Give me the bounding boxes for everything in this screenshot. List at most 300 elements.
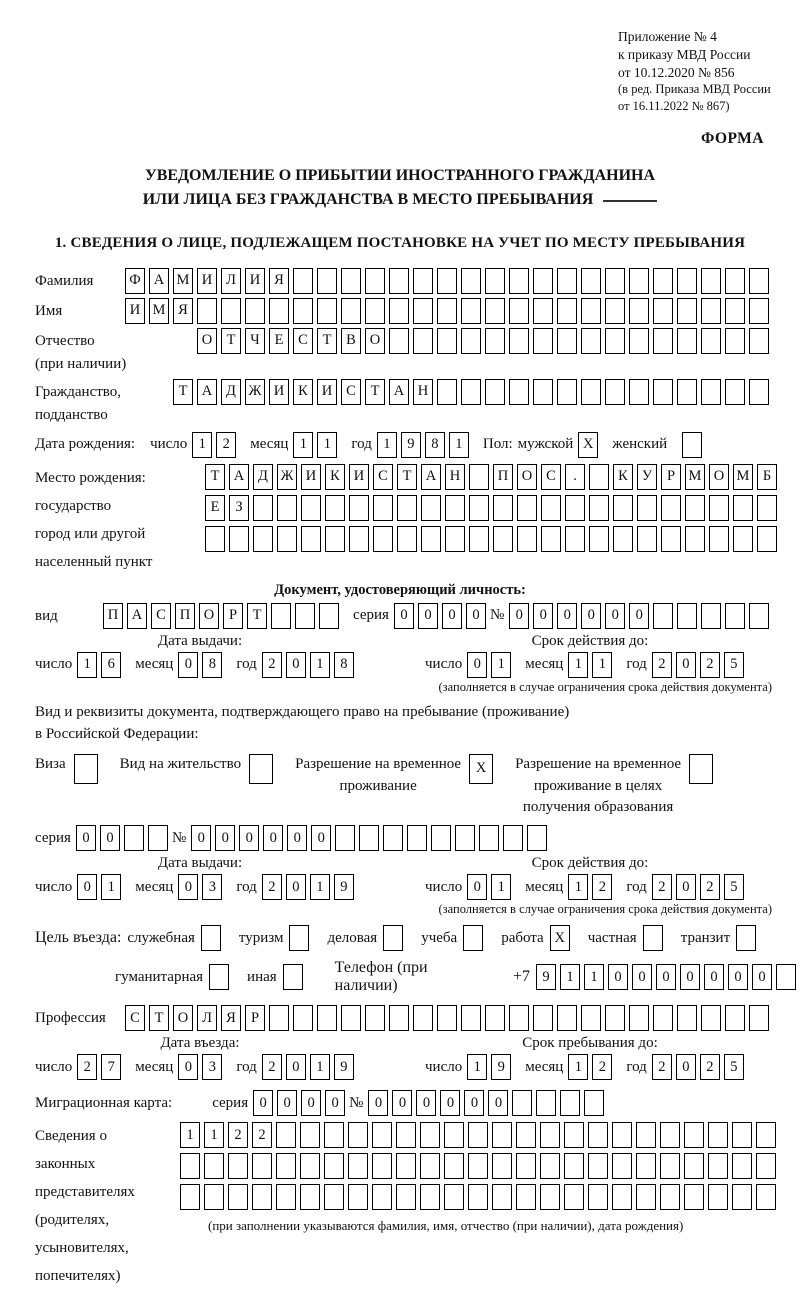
char-cell[interactable] [557,379,577,405]
char-cell[interactable]: 1 [204,1122,224,1148]
char-cell[interactable] [733,526,753,552]
char-cell[interactable]: Т [247,603,267,629]
char-cell[interactable] [485,328,505,354]
char-cell[interactable]: 3 [202,1054,222,1080]
char-cell[interactable] [293,268,313,294]
char-cell[interactable] [335,825,355,851]
char-cell[interactable]: Д [253,464,273,490]
char-cell[interactable]: 2 [216,432,236,458]
char-cell[interactable] [463,925,483,951]
char-cell[interactable] [201,925,221,951]
char-cell[interactable]: С [341,379,361,405]
char-cell[interactable] [420,1184,440,1210]
char-cell[interactable] [349,495,369,521]
char-cell[interactable] [756,1122,776,1148]
char-cell[interactable]: 0 [557,603,577,629]
char-cell[interactable]: С [541,464,561,490]
char-cell[interactable]: 0 [464,1090,484,1116]
char-cell[interactable] [373,495,393,521]
char-cell[interactable] [677,328,697,354]
char-cell[interactable] [317,1005,337,1031]
char-cell[interactable]: 2 [262,1054,282,1080]
char-cell[interactable] [540,1153,560,1179]
char-cell[interactable] [300,1153,320,1179]
char-cell[interactable] [613,495,633,521]
char-cell[interactable] [557,1005,577,1031]
char-cell[interactable] [685,526,705,552]
char-cell[interactable]: 2 [652,874,672,900]
char-cell[interactable]: 5 [724,652,744,678]
char-cell[interactable]: 8 [202,652,222,678]
char-cell[interactable] [605,298,625,324]
char-cell[interactable] [581,298,601,324]
char-cell[interactable]: . [565,464,585,490]
char-cell[interactable]: 0 [467,874,487,900]
char-cell[interactable] [289,925,309,951]
char-cell[interactable] [372,1153,392,1179]
char-cell[interactable] [564,1122,584,1148]
char-cell[interactable]: Н [413,379,433,405]
char-cell[interactable]: 1 [560,964,580,990]
char-cell[interactable]: А [127,603,147,629]
char-cell[interactable] [516,1153,536,1179]
char-cell[interactable] [413,1005,433,1031]
char-cell[interactable] [324,1122,344,1148]
char-cell[interactable] [365,268,385,294]
char-cell[interactable] [517,495,537,521]
char-cell[interactable] [725,603,745,629]
char-cell[interactable] [444,1153,464,1179]
char-cell[interactable] [437,298,457,324]
char-cell[interactable] [468,1153,488,1179]
char-cell[interactable] [276,1153,296,1179]
char-cell[interactable]: 0 [533,603,553,629]
char-cell[interactable]: 1 [491,874,511,900]
char-cell[interactable] [485,268,505,294]
char-cell[interactable]: X [550,925,570,951]
char-cell[interactable]: 2 [252,1122,272,1148]
char-cell[interactable]: 0 [581,603,601,629]
char-cell[interactable] [725,379,745,405]
char-cell[interactable] [684,1122,704,1148]
char-cell[interactable] [629,268,649,294]
char-cell[interactable] [253,526,273,552]
char-cell[interactable]: И [349,464,369,490]
char-cell[interactable]: К [293,379,313,405]
char-cell[interactable] [701,328,721,354]
char-cell[interactable] [276,1184,296,1210]
char-cell[interactable] [341,298,361,324]
char-cell[interactable]: 1 [449,432,469,458]
char-cell[interactable] [359,825,379,851]
char-cell[interactable] [677,379,697,405]
char-cell[interactable]: 0 [77,874,97,900]
char-cell[interactable] [509,298,529,324]
char-cell[interactable] [276,1122,296,1148]
char-cell[interactable] [509,1005,529,1031]
char-cell[interactable] [413,298,433,324]
char-cell[interactable]: 3 [202,874,222,900]
char-cell[interactable] [469,495,489,521]
char-cell[interactable]: 0 [728,964,748,990]
char-cell[interactable]: Н [445,464,465,490]
char-cell[interactable]: С [373,464,393,490]
char-cell[interactable] [661,526,681,552]
char-cell[interactable] [588,1153,608,1179]
char-cell[interactable]: В [341,328,361,354]
char-cell[interactable]: С [125,1005,145,1031]
char-cell[interactable]: 0 [253,1090,273,1116]
char-cell[interactable] [653,1005,673,1031]
char-cell[interactable] [389,1005,409,1031]
char-cell[interactable]: 0 [368,1090,388,1116]
char-cell[interactable] [383,925,403,951]
char-cell[interactable] [653,603,673,629]
char-cell[interactable] [245,298,265,324]
char-cell[interactable] [605,379,625,405]
char-cell[interactable] [533,379,553,405]
char-cell[interactable] [653,328,673,354]
char-cell[interactable] [565,495,585,521]
char-cell[interactable] [397,495,417,521]
char-cell[interactable] [612,1184,632,1210]
char-cell[interactable] [629,379,649,405]
char-cell[interactable]: 0 [263,825,283,851]
char-cell[interactable] [325,526,345,552]
char-cell[interactable]: 1 [293,432,313,458]
char-cell[interactable] [757,526,777,552]
char-cell[interactable]: 0 [311,825,331,851]
char-cell[interactable]: 7 [101,1054,121,1080]
char-cell[interactable]: 1 [101,874,121,900]
char-cell[interactable] [613,526,633,552]
char-cell[interactable] [629,328,649,354]
char-cell[interactable] [564,1153,584,1179]
char-cell[interactable]: Б [757,464,777,490]
char-cell[interactable] [708,1122,728,1148]
char-cell[interactable] [421,495,441,521]
char-cell[interactable] [221,298,241,324]
char-cell[interactable]: 6 [101,652,121,678]
char-cell[interactable] [468,1122,488,1148]
char-cell[interactable]: Р [661,464,681,490]
char-cell[interactable]: 0 [394,603,414,629]
char-cell[interactable] [653,379,673,405]
char-cell[interactable] [725,328,745,354]
char-cell[interactable]: О [199,603,219,629]
char-cell[interactable] [229,526,249,552]
char-cell[interactable] [653,298,673,324]
char-cell[interactable]: 1 [180,1122,200,1148]
char-cell[interactable]: И [269,379,289,405]
char-cell[interactable] [204,1184,224,1210]
char-cell[interactable] [197,298,217,324]
char-cell[interactable] [389,328,409,354]
char-cell[interactable] [445,526,465,552]
char-cell[interactable] [725,1005,745,1031]
char-cell[interactable] [461,268,481,294]
char-cell[interactable] [431,825,451,851]
char-cell[interactable] [492,1153,512,1179]
char-cell[interactable] [461,298,481,324]
char-cell[interactable]: 9 [536,964,556,990]
char-cell[interactable] [584,1090,604,1116]
char-cell[interactable] [293,1005,313,1031]
char-cell[interactable]: Ж [277,464,297,490]
char-cell[interactable]: 0 [100,825,120,851]
char-cell[interactable] [541,526,561,552]
char-cell[interactable] [589,464,609,490]
char-cell[interactable]: 2 [262,652,282,678]
char-cell[interactable] [485,379,505,405]
char-cell[interactable]: Р [223,603,243,629]
char-cell[interactable] [612,1122,632,1148]
char-cell[interactable] [509,379,529,405]
char-cell[interactable]: Т [397,464,417,490]
char-cell[interactable]: 1 [568,652,588,678]
char-cell[interactable] [636,1122,656,1148]
char-cell[interactable] [637,495,657,521]
char-cell[interactable] [317,298,337,324]
char-cell[interactable]: У [637,464,657,490]
char-cell[interactable] [148,825,168,851]
char-cell[interactable] [421,526,441,552]
char-cell[interactable]: 0 [467,652,487,678]
char-cell[interactable]: 9 [334,874,354,900]
char-cell[interactable] [708,1184,728,1210]
char-cell[interactable]: 1 [310,874,330,900]
char-cell[interactable] [629,298,649,324]
char-cell[interactable] [485,298,505,324]
char-cell[interactable] [492,1184,512,1210]
char-cell[interactable] [677,268,697,294]
char-cell[interactable] [324,1184,344,1210]
char-cell[interactable]: О [173,1005,193,1031]
char-cell[interactable] [517,526,537,552]
char-cell[interactable] [736,925,756,951]
char-cell[interactable] [629,1005,649,1031]
char-cell[interactable] [407,825,427,851]
char-cell[interactable] [455,825,475,851]
char-cell[interactable]: 0 [608,964,628,990]
char-cell[interactable] [708,1153,728,1179]
char-cell[interactable]: Т [317,328,337,354]
char-cell[interactable]: З [229,495,249,521]
char-cell[interactable] [581,1005,601,1031]
char-cell[interactable] [776,964,796,990]
char-cell[interactable]: Ф [125,268,145,294]
char-cell[interactable]: С [293,328,313,354]
char-cell[interactable] [653,268,673,294]
char-cell[interactable] [492,1122,512,1148]
char-cell[interactable] [557,328,577,354]
char-cell[interactable] [533,268,553,294]
char-cell[interactable]: 1 [568,874,588,900]
char-cell[interactable]: А [421,464,441,490]
char-cell[interactable] [701,603,721,629]
char-cell[interactable] [503,825,523,851]
char-cell[interactable] [293,298,313,324]
char-cell[interactable] [588,1122,608,1148]
char-cell[interactable]: П [493,464,513,490]
char-cell[interactable] [413,268,433,294]
char-cell[interactable] [389,268,409,294]
char-cell[interactable] [725,268,745,294]
char-cell[interactable] [733,495,753,521]
char-cell[interactable]: 1 [491,652,511,678]
char-cell[interactable]: 1 [568,1054,588,1080]
char-cell[interactable] [709,526,729,552]
char-cell[interactable] [444,1184,464,1210]
char-cell[interactable]: Т [205,464,225,490]
char-cell[interactable]: 8 [425,432,445,458]
char-cell[interactable] [413,328,433,354]
char-cell[interactable] [636,1184,656,1210]
char-cell[interactable] [319,603,339,629]
char-cell[interactable] [469,526,489,552]
char-cell[interactable]: М [733,464,753,490]
char-cell[interactable] [509,328,529,354]
char-cell[interactable] [269,298,289,324]
char-cell[interactable] [701,298,721,324]
char-cell[interactable] [396,1184,416,1210]
char-cell[interactable]: И [317,379,337,405]
char-cell[interactable]: 0 [752,964,772,990]
char-cell[interactable] [732,1122,752,1148]
char-cell[interactable] [365,298,385,324]
char-cell[interactable]: 0 [286,1054,306,1080]
char-cell[interactable] [349,526,369,552]
char-cell[interactable] [389,298,409,324]
char-cell[interactable]: Е [269,328,289,354]
char-cell[interactable] [341,1005,361,1031]
char-cell[interactable]: 0 [418,603,438,629]
char-cell[interactable]: 0 [76,825,96,851]
char-cell[interactable]: Л [197,1005,217,1031]
char-cell[interactable]: Т [173,379,193,405]
char-cell[interactable] [541,495,561,521]
char-cell[interactable]: 0 [442,603,462,629]
char-cell[interactable] [660,1153,680,1179]
char-cell[interactable] [420,1122,440,1148]
char-cell[interactable]: 2 [652,652,672,678]
char-cell[interactable] [252,1153,272,1179]
char-cell[interactable]: 2 [652,1054,672,1080]
char-cell[interactable] [228,1153,248,1179]
char-cell[interactable]: 0 [629,603,649,629]
char-cell[interactable]: 1 [317,432,337,458]
char-cell[interactable] [437,1005,457,1031]
char-cell[interactable] [581,328,601,354]
char-cell[interactable] [277,495,297,521]
char-cell[interactable]: И [197,268,217,294]
char-cell[interactable]: 2 [77,1054,97,1080]
char-cell[interactable]: 1 [592,652,612,678]
char-cell[interactable]: 0 [656,964,676,990]
char-cell[interactable] [612,1153,632,1179]
char-cell[interactable]: 0 [488,1090,508,1116]
char-cell[interactable] [749,298,769,324]
char-cell[interactable]: К [613,464,633,490]
char-cell[interactable] [252,1184,272,1210]
char-cell[interactable]: 0 [392,1090,412,1116]
char-cell[interactable]: 1 [467,1054,487,1080]
char-cell[interactable] [757,495,777,521]
char-cell[interactable] [205,526,225,552]
char-cell[interactable]: Е [205,495,225,521]
char-cell[interactable] [301,495,321,521]
char-cell[interactable]: С [151,603,171,629]
char-cell[interactable]: Ч [245,328,265,354]
char-cell[interactable] [682,432,702,458]
char-cell[interactable] [533,1005,553,1031]
char-cell[interactable] [516,1122,536,1148]
char-cell[interactable] [271,603,291,629]
char-cell[interactable] [383,825,403,851]
char-cell[interactable] [444,1122,464,1148]
char-cell[interactable]: 0 [676,1054,696,1080]
char-cell[interactable]: 0 [287,825,307,851]
char-cell[interactable] [749,1005,769,1031]
char-cell[interactable] [228,1184,248,1210]
char-cell[interactable] [677,298,697,324]
char-cell[interactable] [461,1005,481,1031]
char-cell[interactable] [701,379,721,405]
char-cell[interactable]: 0 [286,874,306,900]
char-cell[interactable] [397,526,417,552]
char-cell[interactable]: X [578,432,598,458]
char-cell[interactable]: 0 [286,652,306,678]
char-cell[interactable]: 0 [509,603,529,629]
char-cell[interactable]: 0 [301,1090,321,1116]
char-cell[interactable]: О [517,464,537,490]
char-cell[interactable]: Т [221,328,241,354]
char-cell[interactable] [204,1153,224,1179]
char-cell[interactable] [437,268,457,294]
char-cell[interactable] [516,1184,536,1210]
char-cell[interactable]: М [149,298,169,324]
char-cell[interactable]: 0 [632,964,652,990]
char-cell[interactable] [180,1184,200,1210]
char-cell[interactable] [461,328,481,354]
char-cell[interactable]: 2 [700,652,720,678]
char-cell[interactable] [725,298,745,324]
char-cell[interactable]: 9 [401,432,421,458]
char-cell[interactable] [540,1184,560,1210]
char-cell[interactable] [565,526,585,552]
char-cell[interactable] [396,1153,416,1179]
char-cell[interactable]: 0 [325,1090,345,1116]
char-cell[interactable]: Р [245,1005,265,1031]
char-cell[interactable]: 8 [334,652,354,678]
char-cell[interactable] [557,268,577,294]
char-cell[interactable] [581,379,601,405]
char-cell[interactable]: М [173,268,193,294]
char-cell[interactable] [756,1184,776,1210]
char-cell[interactable]: И [301,464,321,490]
char-cell[interactable]: Я [269,268,289,294]
char-cell[interactable]: 0 [466,603,486,629]
char-cell[interactable]: 5 [724,874,744,900]
char-cell[interactable] [348,1184,368,1210]
char-cell[interactable] [756,1153,776,1179]
char-cell[interactable] [749,268,769,294]
char-cell[interactable] [536,1090,556,1116]
char-cell[interactable] [661,495,681,521]
char-cell[interactable]: 0 [215,825,235,851]
char-cell[interactable] [605,328,625,354]
char-cell[interactable] [317,268,337,294]
